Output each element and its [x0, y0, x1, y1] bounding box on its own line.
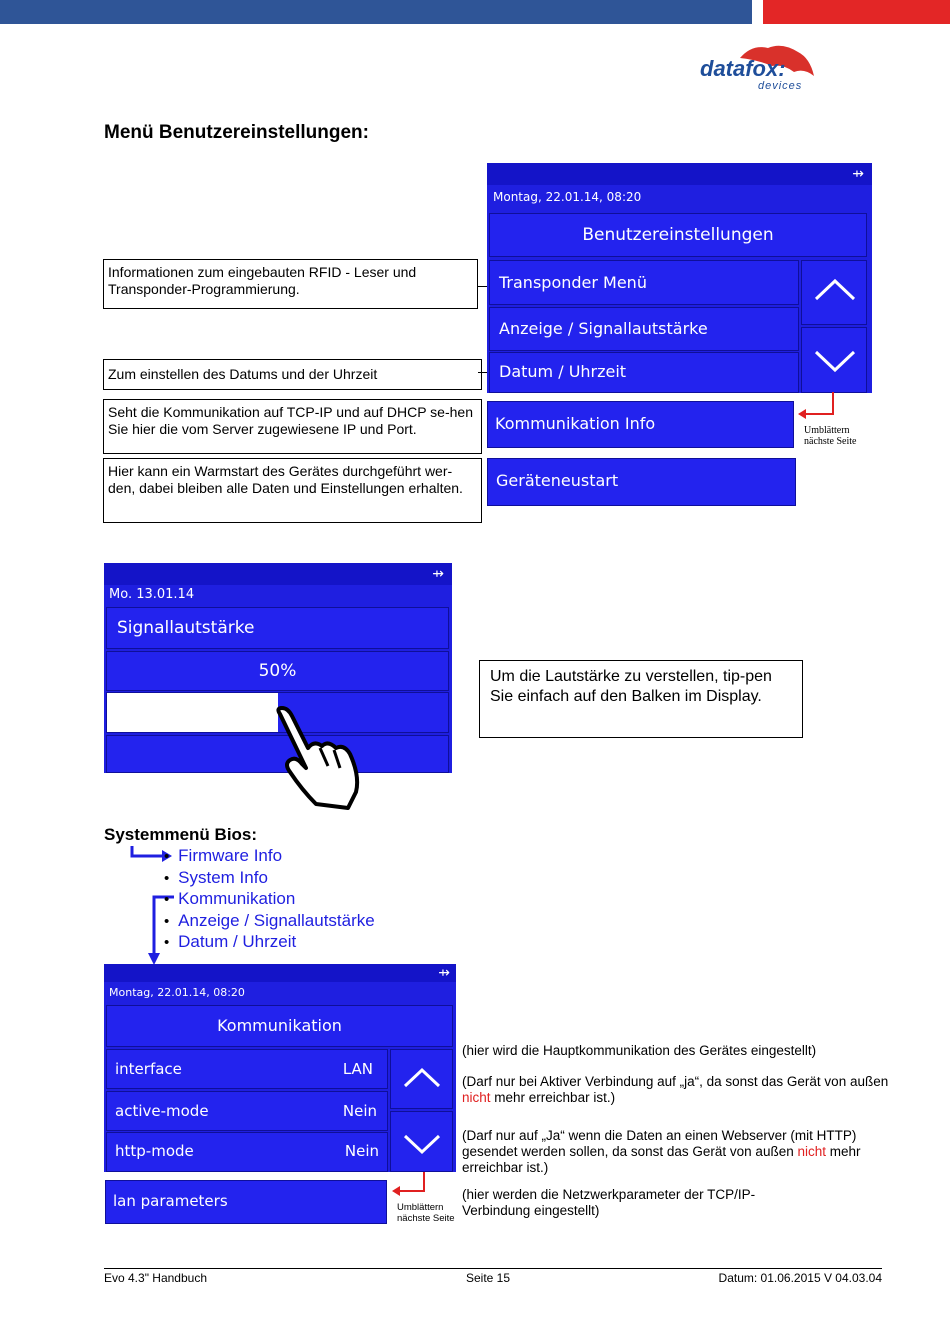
- note-interface: (hier wird die Hauptkommunikation des Gerätes eingestellt): [462, 1043, 817, 1058]
- datafox-logo: [700, 42, 820, 94]
- setting-value: Nein: [342, 1102, 377, 1120]
- scroll-down-button[interactable]: [390, 1111, 453, 1172]
- header-bar-blue: [0, 0, 752, 24]
- scroll-up-button[interactable]: [390, 1049, 453, 1109]
- note-transponder: Informationen zum eingebauten RFID - Leser und Transponder-Programmierung.: [103, 259, 478, 309]
- note-restart: Hier kann ein Warmstart des Gerätes durchgeführt wer-den, dabei bleiben alle Daten und Einstellungen erhalten.: [103, 458, 482, 523]
- menu-item-communication-info[interactable]: Kommunikation Info: [487, 401, 794, 448]
- menu-item-datetime[interactable]: Datum / Uhrzeit: [489, 352, 799, 393]
- chevron-down-icon: [802, 328, 868, 394]
- setting-label: http-mode: [115, 1142, 194, 1160]
- usb-icon: ⇸: [432, 565, 444, 581]
- page-hint: Umblättern nächste Seite: [804, 425, 857, 447]
- setting-value: LAN: [342, 1060, 373, 1078]
- footer-left: Evo 4.3" Handbuch: [104, 1271, 207, 1285]
- screen-heading: Signallautstärke: [106, 607, 449, 649]
- scroll-down-button[interactable]: [801, 327, 867, 393]
- setting-label: interface: [115, 1060, 182, 1078]
- setting-label: active-mode: [115, 1102, 209, 1120]
- setting-row-active-mode[interactable]: [106, 1091, 388, 1131]
- chevron-up-icon: [802, 261, 868, 326]
- volume-value: 50%: [106, 651, 449, 691]
- screen-datetime: Montag, 22.01.14, 08:20: [493, 190, 642, 204]
- screen-datetime: Montag, 22.01.14, 08:20: [109, 986, 245, 999]
- note-lan-parameters: (hier werden die Netzwerkparameter der TCP/IP-Verbindung eingestellt): [462, 1187, 756, 1218]
- header-bar-red: [763, 0, 950, 24]
- note-volume: Um die Lautstärke zu verstellen, tip-pen Sie einfach auf den Balken im Display.: [479, 660, 803, 738]
- usb-icon: ⇸: [438, 964, 450, 980]
- menu-item-restart[interactable]: Geräteneustart: [487, 458, 796, 506]
- list-item[interactable]: • Datum / Uhrzeit: [164, 932, 297, 951]
- screen-heading: Benutzereinstellungen: [489, 213, 867, 257]
- screen-date: Mo. 13.01.14: [109, 587, 195, 602]
- chevron-down-icon: [391, 1112, 454, 1173]
- scroll-up-button[interactable]: [801, 260, 867, 325]
- note-active-mode: (Darf nur bei Aktiver Verbindung auf „ja“, da sonst das Gerät von außen nicht mehr erreichbar ist.): [462, 1074, 889, 1105]
- setting-row-lan-parameters[interactable]: lan parameters: [105, 1180, 387, 1224]
- note-http-mode: (Darf nur auf „Ja“ wenn die Daten an einen Webserver (mit HTTP) gesendet werden sollen, da sonst das Gerät von außen nicht mehr erreichbar ist.): [462, 1128, 861, 1175]
- screen-heading: Kommunikation: [106, 1005, 453, 1047]
- menu-item-display-volume[interactable]: Anzeige / Signallautstärke: [489, 307, 799, 351]
- menu-item-transponder[interactable]: Transponder Menü: [489, 260, 799, 305]
- list-item[interactable]: • Kommunikation: [164, 889, 296, 908]
- note-communication: Seht die Kommunikation auf TCP-IP und auf DHCP se-hen Sie hier die vom Server zugewiesene IP und Port.: [103, 399, 482, 454]
- list-item[interactable]: • Firmware Info: [164, 846, 283, 865]
- page-hint: Umblättern nächste Seite: [397, 1202, 455, 1224]
- list-item[interactable]: • Anzeige / Signallautstärke: [164, 910, 375, 930]
- red-arrow-icon: [390, 1172, 430, 1202]
- screen-status-bar: [487, 163, 872, 185]
- red-arrow-icon: [796, 392, 840, 422]
- logo-subtitle: devices: [758, 80, 803, 92]
- setting-row-http-mode[interactable]: [106, 1132, 388, 1172]
- note-datetime: Zum einstellen des Datums und der Uhrzeit: [103, 359, 482, 390]
- footer-right: Datum: 01.06.2015 V 04.03.04: [718, 1271, 882, 1285]
- setting-value: Nein: [344, 1142, 379, 1160]
- list-item[interactable]: • System Info: [164, 867, 268, 887]
- usb-icon: ⇸: [852, 165, 864, 181]
- footer-page: Seite 15: [466, 1271, 511, 1285]
- logo-wordmark: datafox:: [700, 56, 786, 81]
- bios-menu-list: [164, 846, 375, 954]
- chevron-up-icon: [391, 1050, 454, 1110]
- screen-status-bar: [104, 563, 452, 585]
- section-title-user-settings: Menü Benutzereinstellungen:: [104, 122, 369, 143]
- device-screen-communication: [104, 964, 456, 1172]
- device-screen-user-settings: [487, 163, 872, 393]
- hand-pointer-icon: [268, 706, 364, 812]
- screen-status-bar: [104, 964, 456, 982]
- volume-slider-fill: [107, 693, 278, 732]
- setting-row-interface[interactable]: [106, 1049, 388, 1089]
- section-title-system-bios: Systemmenü Bios:: [104, 825, 258, 844]
- footer-rule: [104, 1268, 882, 1269]
